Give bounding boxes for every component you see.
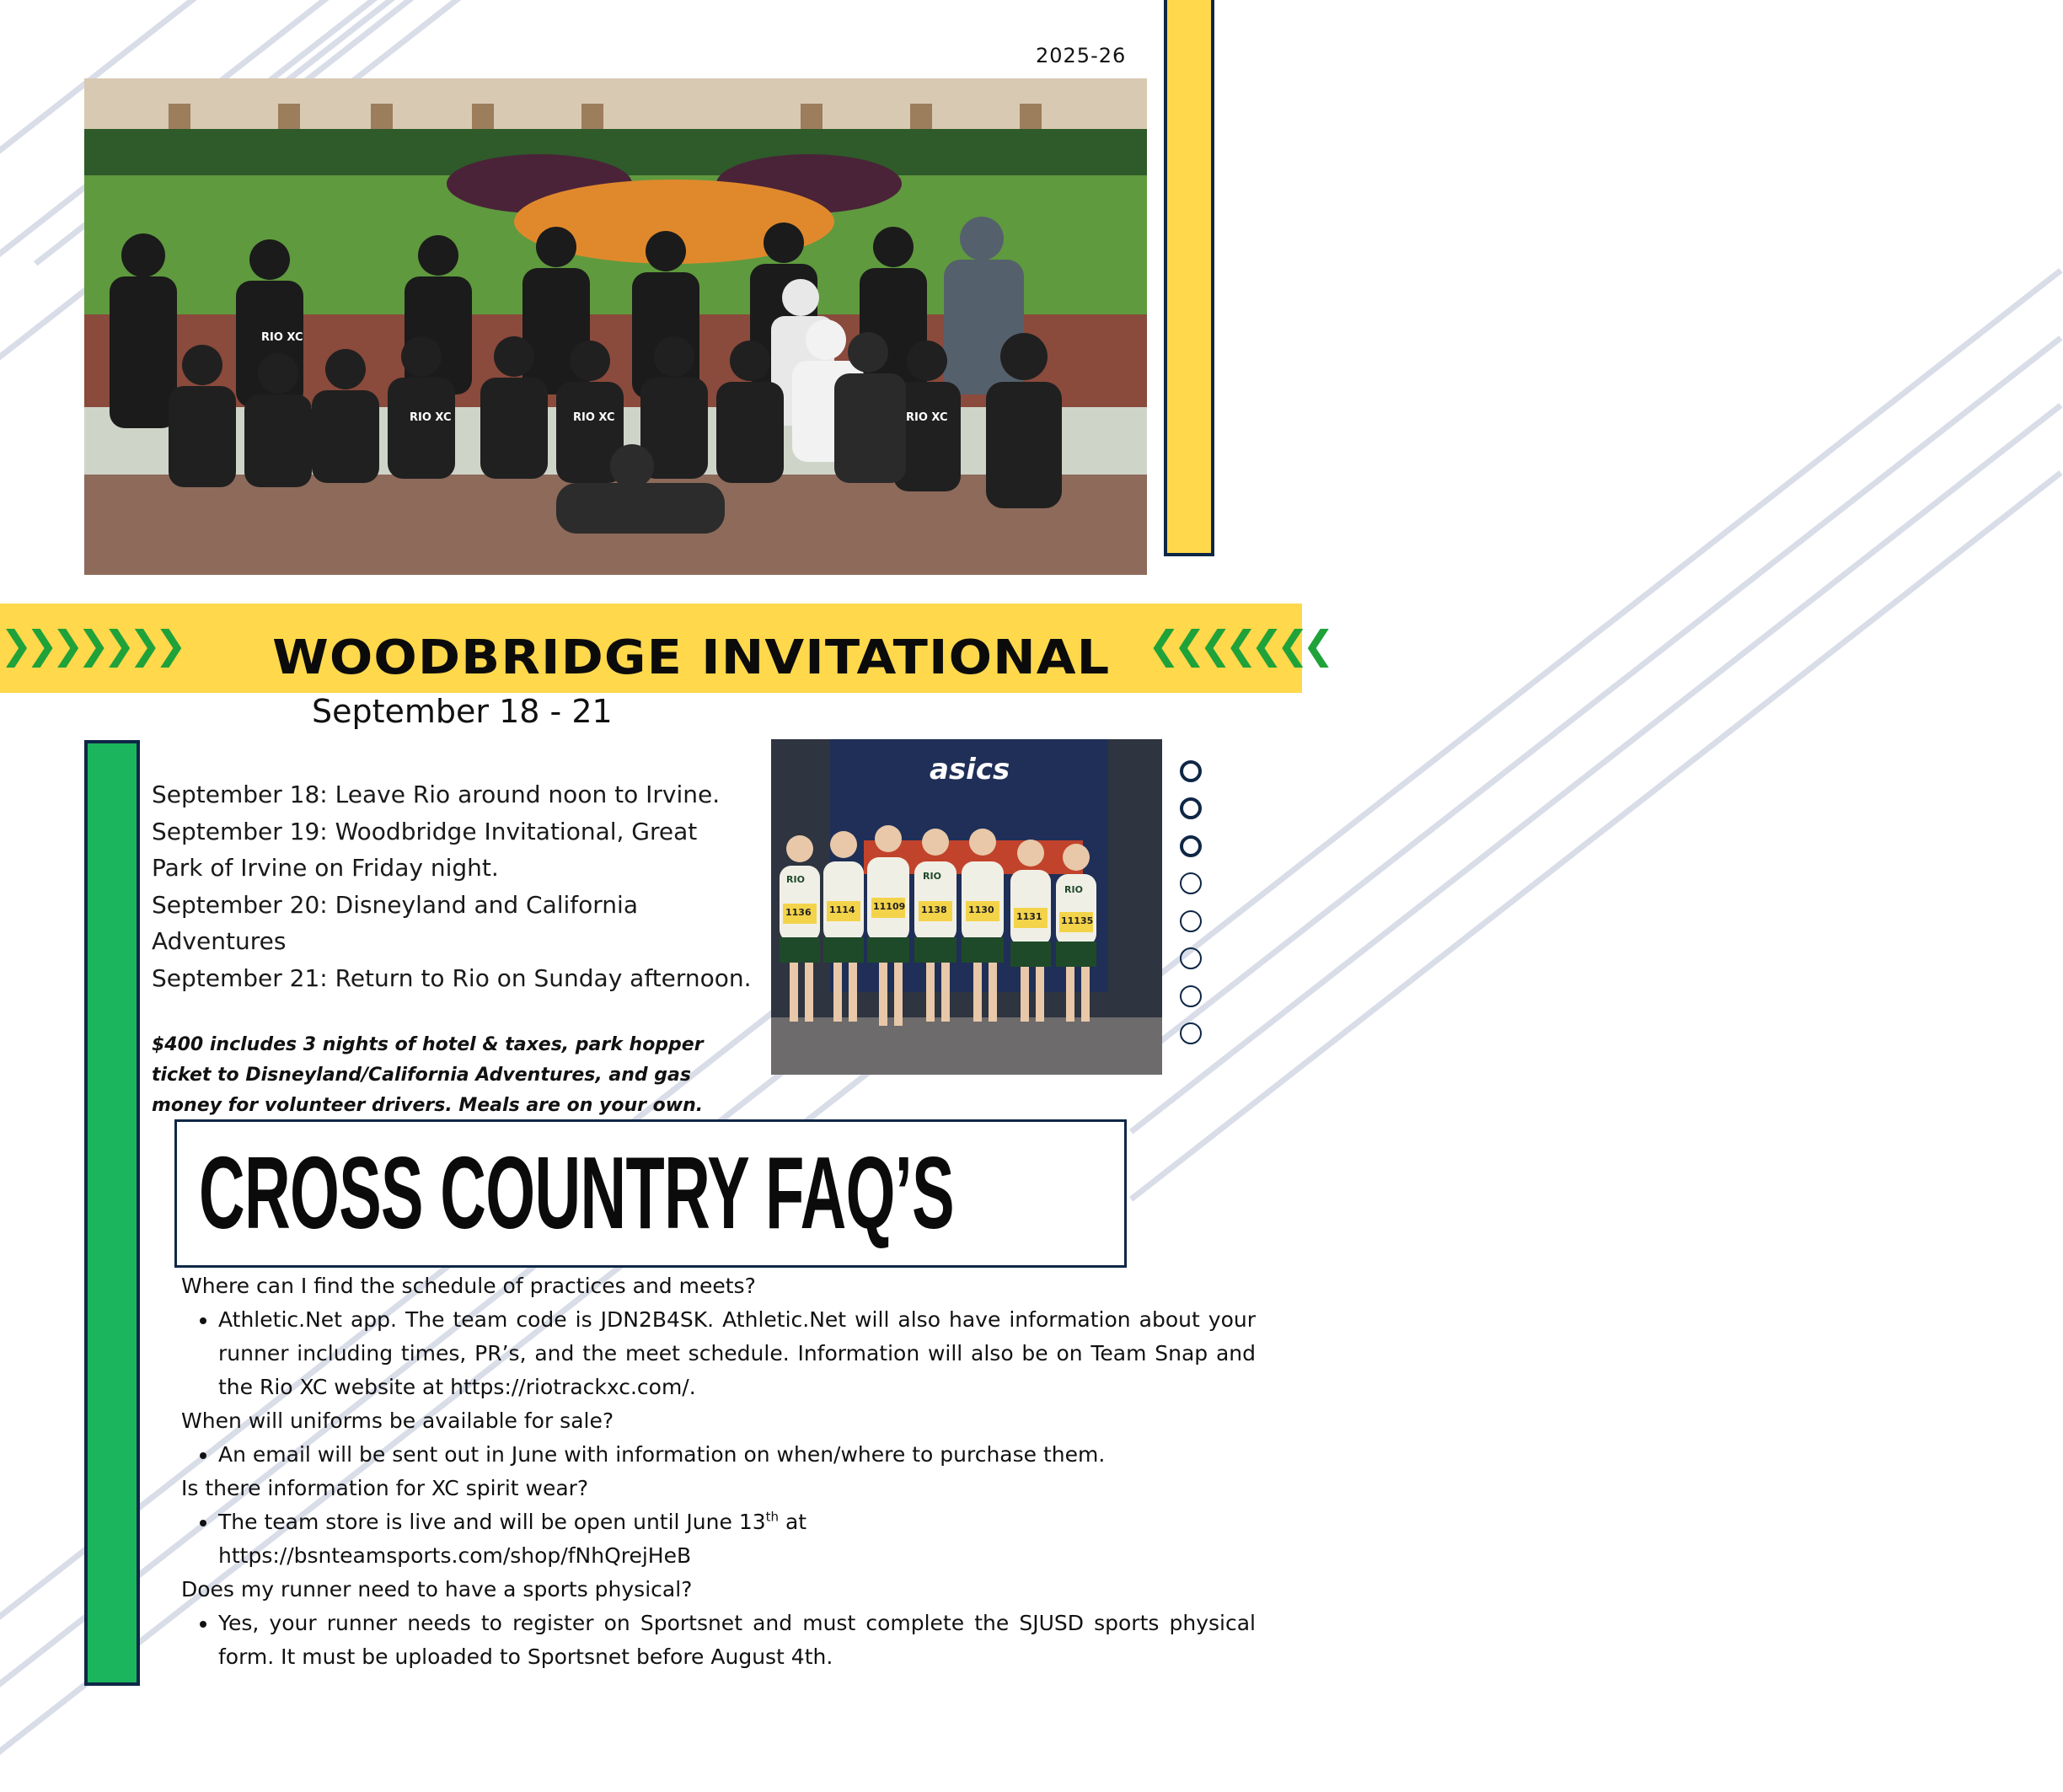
bib-number: 1138 [921, 904, 947, 915]
sponsor-logo: asics [930, 753, 1010, 786]
circle-icon [1180, 910, 1202, 932]
ordinal-suffix: th [765, 1509, 780, 1525]
circle-icon [1180, 947, 1202, 969]
bib-number: 11109 [873, 901, 906, 912]
school-year: 2025-26 [1036, 44, 1127, 67]
schedule-item: September 20: Disneyland and California Adventures [152, 890, 638, 955]
shirt-print-3: RIO XC [573, 411, 615, 424]
bib-number: 1131 [1016, 911, 1042, 922]
faq-question: When will uniforms be available for sale? [181, 1408, 614, 1433]
right-chevron-icons: ❮❮❮❮❮❮❮ [1148, 622, 1328, 668]
faq-question: Where can I find the schedule of practices and meets? [181, 1274, 756, 1298]
circle-icon [1180, 760, 1202, 782]
faq-title: CROSS COUNTRY FAQ’S [199, 1135, 955, 1250]
shirt-print-1: RIO XC [261, 331, 303, 344]
jersey-print: RIO [1064, 884, 1083, 895]
jersey-print: RIO [923, 871, 941, 882]
faq-answer-text: at [779, 1510, 807, 1534]
jersey-print: RIO [786, 874, 805, 885]
left-chevron-icons: ❯❯❯❯❯❯❯ [0, 622, 180, 668]
faq-answer [218, 1505, 1256, 1573]
team-photo [84, 78, 1147, 575]
faq-answer: • An email will be sent out in June with information on when/where to purchase them. [218, 1438, 1256, 1472]
team-store-link[interactable]: https://bsnteamsports.com/shop/fNhQrejHeB [218, 1543, 692, 1568]
circle-icon [1180, 797, 1202, 819]
faq-answer: • Yes, your runner needs to register on Sportsnet and must complete the SJUSD sports physical form. It must be uploaded to Sportsnet before August 4th. [218, 1607, 1256, 1674]
shirt-print-2: RIO XC [410, 411, 452, 424]
runners-photo [771, 739, 1162, 1075]
circle-icon [1180, 1022, 1202, 1044]
schedule-item: September 21: Return to Rio on Sunday afternoon. [152, 963, 752, 992]
circle-icon [1180, 872, 1202, 894]
circle-icon [1180, 985, 1202, 1007]
shirt-print-4: RIO XC [906, 411, 948, 424]
faq-list [181, 1269, 1256, 1674]
schedule-item: September 18: Leave Rio around noon to Irvine. [152, 781, 721, 808]
event-title: WOODBRIDGE INVITATIONAL [272, 630, 1111, 685]
faq-answer: • Athletic.Net app. The team code is JDN2B4SK. Athletic.Net will also have information about your runner including times, PR’s, and the meet schedule. Information will also be on Team Snap and the Rio XC website at https://riotrackxc.com/. [218, 1303, 1256, 1404]
circle-icon [1180, 835, 1202, 857]
bib-number: 1130 [968, 904, 994, 915]
bib-number: 11135 [1061, 915, 1094, 926]
faq-answer-text: The team store is live and will be open until June 13 [218, 1510, 766, 1534]
bib-number: 1136 [785, 907, 812, 918]
faq-question: Does my runner need to have a sports physical? [181, 1577, 693, 1602]
decorative-stripes-right [1163, 691, 1302, 1129]
trip-schedule [152, 776, 758, 996]
schedule-item: September 19: Woodbridge Invitational, Great Park of Irvine on Friday night. [152, 817, 698, 882]
team-photo-illustration [84, 78, 1147, 575]
green-accent-bar [84, 740, 140, 1686]
faq-question: Is there information for XC spirit wear? [181, 1476, 589, 1500]
event-dates: September 18 - 21 [312, 693, 613, 730]
yellow-accent-bar [1164, 0, 1214, 556]
trip-cost-note: $400 includes 3 nights of hotel & taxes, park hopper ticket to Disneyland/California Adventures, and gas money for volunteer drivers. Meals are on your own. [152, 1034, 704, 1116]
bib-number: 1114 [829, 904, 855, 915]
